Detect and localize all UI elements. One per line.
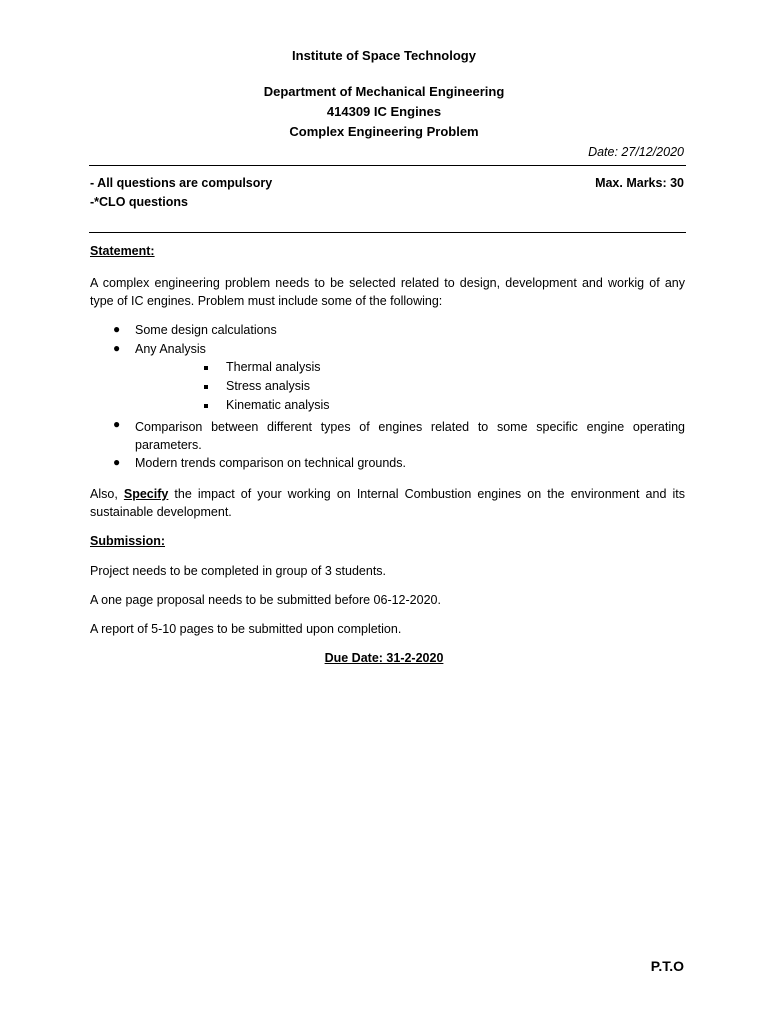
bullet-engine-comparison: Comparison between different types of engines related to some specific engine operating parameters. [135,420,685,452]
submission-heading: Submission: [90,534,166,548]
submission-proposal: A one page proposal needs to be submitted before 06-12-2020. [90,593,441,607]
bullet-any-analysis: Any Analysis [135,342,206,356]
max-marks: Max. Marks: 30 [595,176,684,190]
bullet-icon: ● [113,341,121,355]
also-rest: the impact of your working on Internal Combustion engines on the environment and its sustainable development. [90,487,685,519]
instruction-compulsory: - All questions are compulsory [90,176,273,190]
submission-group: Project needs to be completed in group of 3 students. [90,564,387,578]
submission-report: A report of 5-10 pages to be submitted upon completion. [90,622,402,636]
due-date: Due Date: 31-2-2020 [324,651,444,665]
square-bullet-icon [204,385,208,389]
also-specify: Specify [123,487,169,501]
square-bullet-icon [204,404,208,408]
bullet-icon: ● [113,417,121,431]
bottom-divider [89,232,686,233]
top-divider [89,165,686,166]
bullet-icon: ● [113,322,121,336]
sub-bullet-thermal: Thermal analysis [226,360,321,374]
sub-bullet-kinematic: Kinematic analysis [226,398,330,412]
bullet-design-calculations: Some design calculations [135,323,277,337]
course-title: 414309 IC Engines [326,104,442,119]
instruction-clo: -*CLO questions [90,195,188,209]
document-title: Complex Engineering Problem [289,124,479,139]
bullet-modern-trends: Modern trends comparison on technical grounds. [135,456,406,470]
sub-bullet-stress: Stress analysis [226,379,311,393]
bullet-icon: ● [113,455,121,469]
document-date: Date: 27/12/2020 [588,145,684,159]
statement-heading: Statement: [90,244,155,258]
page-turn-over: P.T.O [650,958,684,974]
statement-intro: A complex engineering problem needs to be selected related to design, development and workig of any type of IC engines. Problem must include some of the following: [90,276,685,308]
statement-also [90,485,685,521]
square-bullet-icon [204,366,208,370]
institute-title: Institute of Space Technology [292,48,476,63]
also-prefix: Also, [90,487,124,501]
department-title: Department of Mechanical Engineering [263,84,505,99]
